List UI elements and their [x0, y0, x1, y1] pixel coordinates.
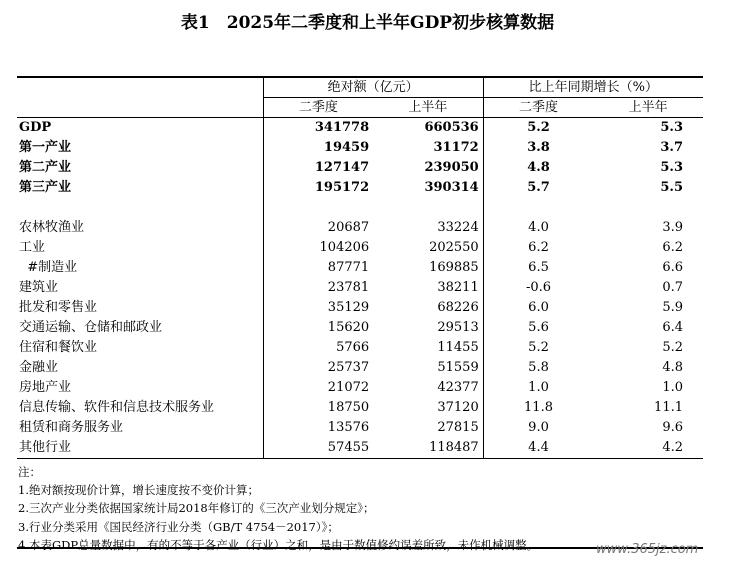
cell-h1-value: 31172 — [433, 140, 479, 155]
cell-q2-value: 19459 — [263, 138, 373, 158]
cell-q2-value: 20687 — [263, 218, 373, 238]
cell-q2-growth: 6.2 — [483, 238, 593, 258]
cell-q2-value: 35129 — [263, 298, 373, 318]
cell-q2-value: 57455 — [263, 438, 373, 459]
row-label: 第一产业 — [19, 140, 72, 155]
row-label: 第二产业 — [19, 160, 72, 175]
cell-q2-value: 15620 — [263, 318, 373, 338]
cell-h1-value: 118487 — [373, 438, 483, 459]
cell-h1-growth: 5.3 — [660, 160, 683, 175]
row-label: 信息传输、软件和信息技术服务业 — [19, 400, 215, 415]
cell-h1-value: 239050 — [424, 160, 479, 175]
cell-h1-value: 169885 — [429, 260, 479, 275]
cell-q2-growth: 9.0 — [483, 418, 593, 438]
cell-q2-value: 23781 — [263, 278, 373, 298]
cell-q2-growth: 1.0 — [483, 378, 593, 398]
row-label: 批发和零售业 — [19, 300, 98, 315]
cell-h1-value: 68226 — [437, 300, 479, 315]
table-row — [17, 218, 703, 238]
cell-q2-growth: 4.4 — [483, 438, 593, 459]
cell-h1-growth: 4.8 — [662, 360, 683, 375]
table-row — [17, 438, 703, 459]
row-label: 金融业 — [19, 360, 59, 375]
row-label: 其他行业 — [17, 438, 263, 459]
note-item: 4.本表GDP总量数据中，有的不等于各产业（行业）之和，是由于数值修约误差所致，未作机械调整。 — [18, 537, 539, 552]
row-label: 住宿和餐饮业 — [19, 340, 98, 355]
cell-q2-value: 25737 — [263, 358, 373, 378]
row-label: 交通运输、仓储和邮政业 — [19, 320, 163, 335]
row-label: GDP — [19, 120, 52, 135]
cell-q2-growth: 5.8 — [483, 358, 593, 378]
cell-q2-value: 195172 — [263, 178, 373, 198]
cell-h1-value: 51559 — [437, 360, 479, 375]
cell-q2-growth: 6.5 — [483, 258, 593, 278]
header-growth-group: 比上年同期增长（%） — [483, 77, 703, 98]
header-abs-q2: 二季度 — [263, 98, 373, 118]
watermark: www.365jz.com — [596, 542, 699, 557]
cell-h1-growth: 1.0 — [662, 380, 683, 395]
cell-h1-value: 37120 — [437, 400, 479, 415]
row-label: 房地产业 — [19, 380, 72, 395]
header-abs-group: 绝对额（亿元） — [263, 77, 483, 98]
cell-h1-growth: 11.1 — [654, 400, 683, 415]
table-row — [17, 158, 703, 178]
cell-q2-value: 18750 — [263, 398, 373, 418]
notes-heading: 注： — [18, 465, 41, 479]
cell-q2-value: 104206 — [263, 238, 373, 258]
cell-h1-growth: 4.2 — [593, 438, 703, 459]
cell-h1-growth: 3.9 — [662, 220, 683, 235]
cell-q2-growth: 3.8 — [483, 138, 593, 158]
table-row — [17, 358, 703, 378]
cell-h1-value: 42377 — [437, 380, 479, 395]
cell-q2-value: 127147 — [263, 158, 373, 178]
cell-h1-growth: 5.9 — [662, 300, 683, 315]
cell-q2-growth: 5.6 — [483, 318, 593, 338]
header-abs-h1: 上半年 — [373, 98, 483, 118]
table-row — [17, 378, 703, 398]
cell-h1-value: 29513 — [437, 320, 479, 335]
row-label: 农林牧渔业 — [19, 220, 85, 235]
header-corner — [17, 77, 263, 98]
cell-q2-value: 87771 — [263, 258, 373, 278]
note-item: 3.行业分类采用《国民经济行业分类（GB/T 4754－2017）》； — [18, 519, 339, 534]
cell-h1-value: 33224 — [437, 220, 479, 235]
header-corner-2 — [17, 98, 263, 118]
spacer-row — [17, 198, 703, 218]
cell-h1-value: 202550 — [429, 240, 479, 255]
cell-h1-growth: 9.6 — [662, 420, 683, 435]
note-item: 2.三次产业分类依据国家统计局2018年修订的《三次产业划分规定》； — [18, 501, 375, 516]
table-row — [17, 338, 703, 358]
cell-q2-growth: -0.6 — [483, 278, 593, 298]
cell-q2-value: 13576 — [263, 418, 373, 438]
table-row — [17, 258, 703, 278]
cell-h1-growth: 0.7 — [662, 280, 683, 295]
cell-h1-value: 27815 — [437, 420, 479, 435]
row-label: 建筑业 — [19, 280, 59, 295]
table-row — [17, 118, 703, 139]
cell-h1-growth: 5.2 — [662, 340, 683, 355]
table-row — [17, 298, 703, 318]
table-row — [17, 418, 703, 438]
cell-q2-growth: 4.8 — [483, 158, 593, 178]
cell-q2-growth: 4.0 — [483, 218, 593, 238]
table-row — [17, 398, 703, 418]
cell-q2-growth: 5.2 — [483, 118, 593, 139]
cell-q2-growth: 5.7 — [483, 178, 593, 198]
table-row — [17, 178, 703, 198]
cell-q2-growth: 11.8 — [483, 398, 593, 418]
cell-h1-value: 11455 — [437, 340, 479, 355]
row-label: 工业 — [19, 240, 46, 255]
cell-h1-growth: 6.6 — [662, 260, 683, 275]
row-label: 租赁和商务服务业 — [19, 420, 124, 435]
note-item: 1.绝对额按现价计算，增长速度按不变价计算； — [18, 483, 259, 498]
cell-h1-growth: 5.5 — [660, 180, 683, 195]
table-row — [17, 238, 703, 258]
header-growth-q2: 二季度 — [483, 98, 593, 118]
cell-q2-value: 341778 — [263, 118, 373, 139]
table-row — [17, 278, 703, 298]
cell-h1-growth: 3.7 — [660, 140, 683, 155]
cell-h1-value: 390314 — [424, 180, 479, 195]
cell-h1-growth: 6.4 — [662, 320, 683, 335]
cell-q2-growth: 6.0 — [483, 298, 593, 318]
table-row — [17, 318, 703, 338]
table-title: 表1 2025年二季度和上半年GDP初步核算数据 — [180, 13, 555, 33]
cell-h1-growth: 5.3 — [660, 120, 683, 135]
notes — [18, 463, 538, 554]
cell-q2-growth: 5.2 — [483, 338, 593, 358]
row-label: 第三产业 — [19, 180, 72, 195]
cell-q2-value: 21072 — [263, 378, 373, 398]
cell-h1-value: 38211 — [437, 280, 479, 295]
header-growth-h1: 上半年 — [593, 98, 703, 118]
cell-h1-value: 660536 — [424, 120, 479, 135]
row-label: #制造业 — [19, 260, 78, 275]
table-row — [17, 138, 703, 158]
cell-q2-value: 5766 — [263, 338, 373, 358]
cell-h1-growth: 6.2 — [662, 240, 683, 255]
gdp-table — [17, 76, 703, 459]
